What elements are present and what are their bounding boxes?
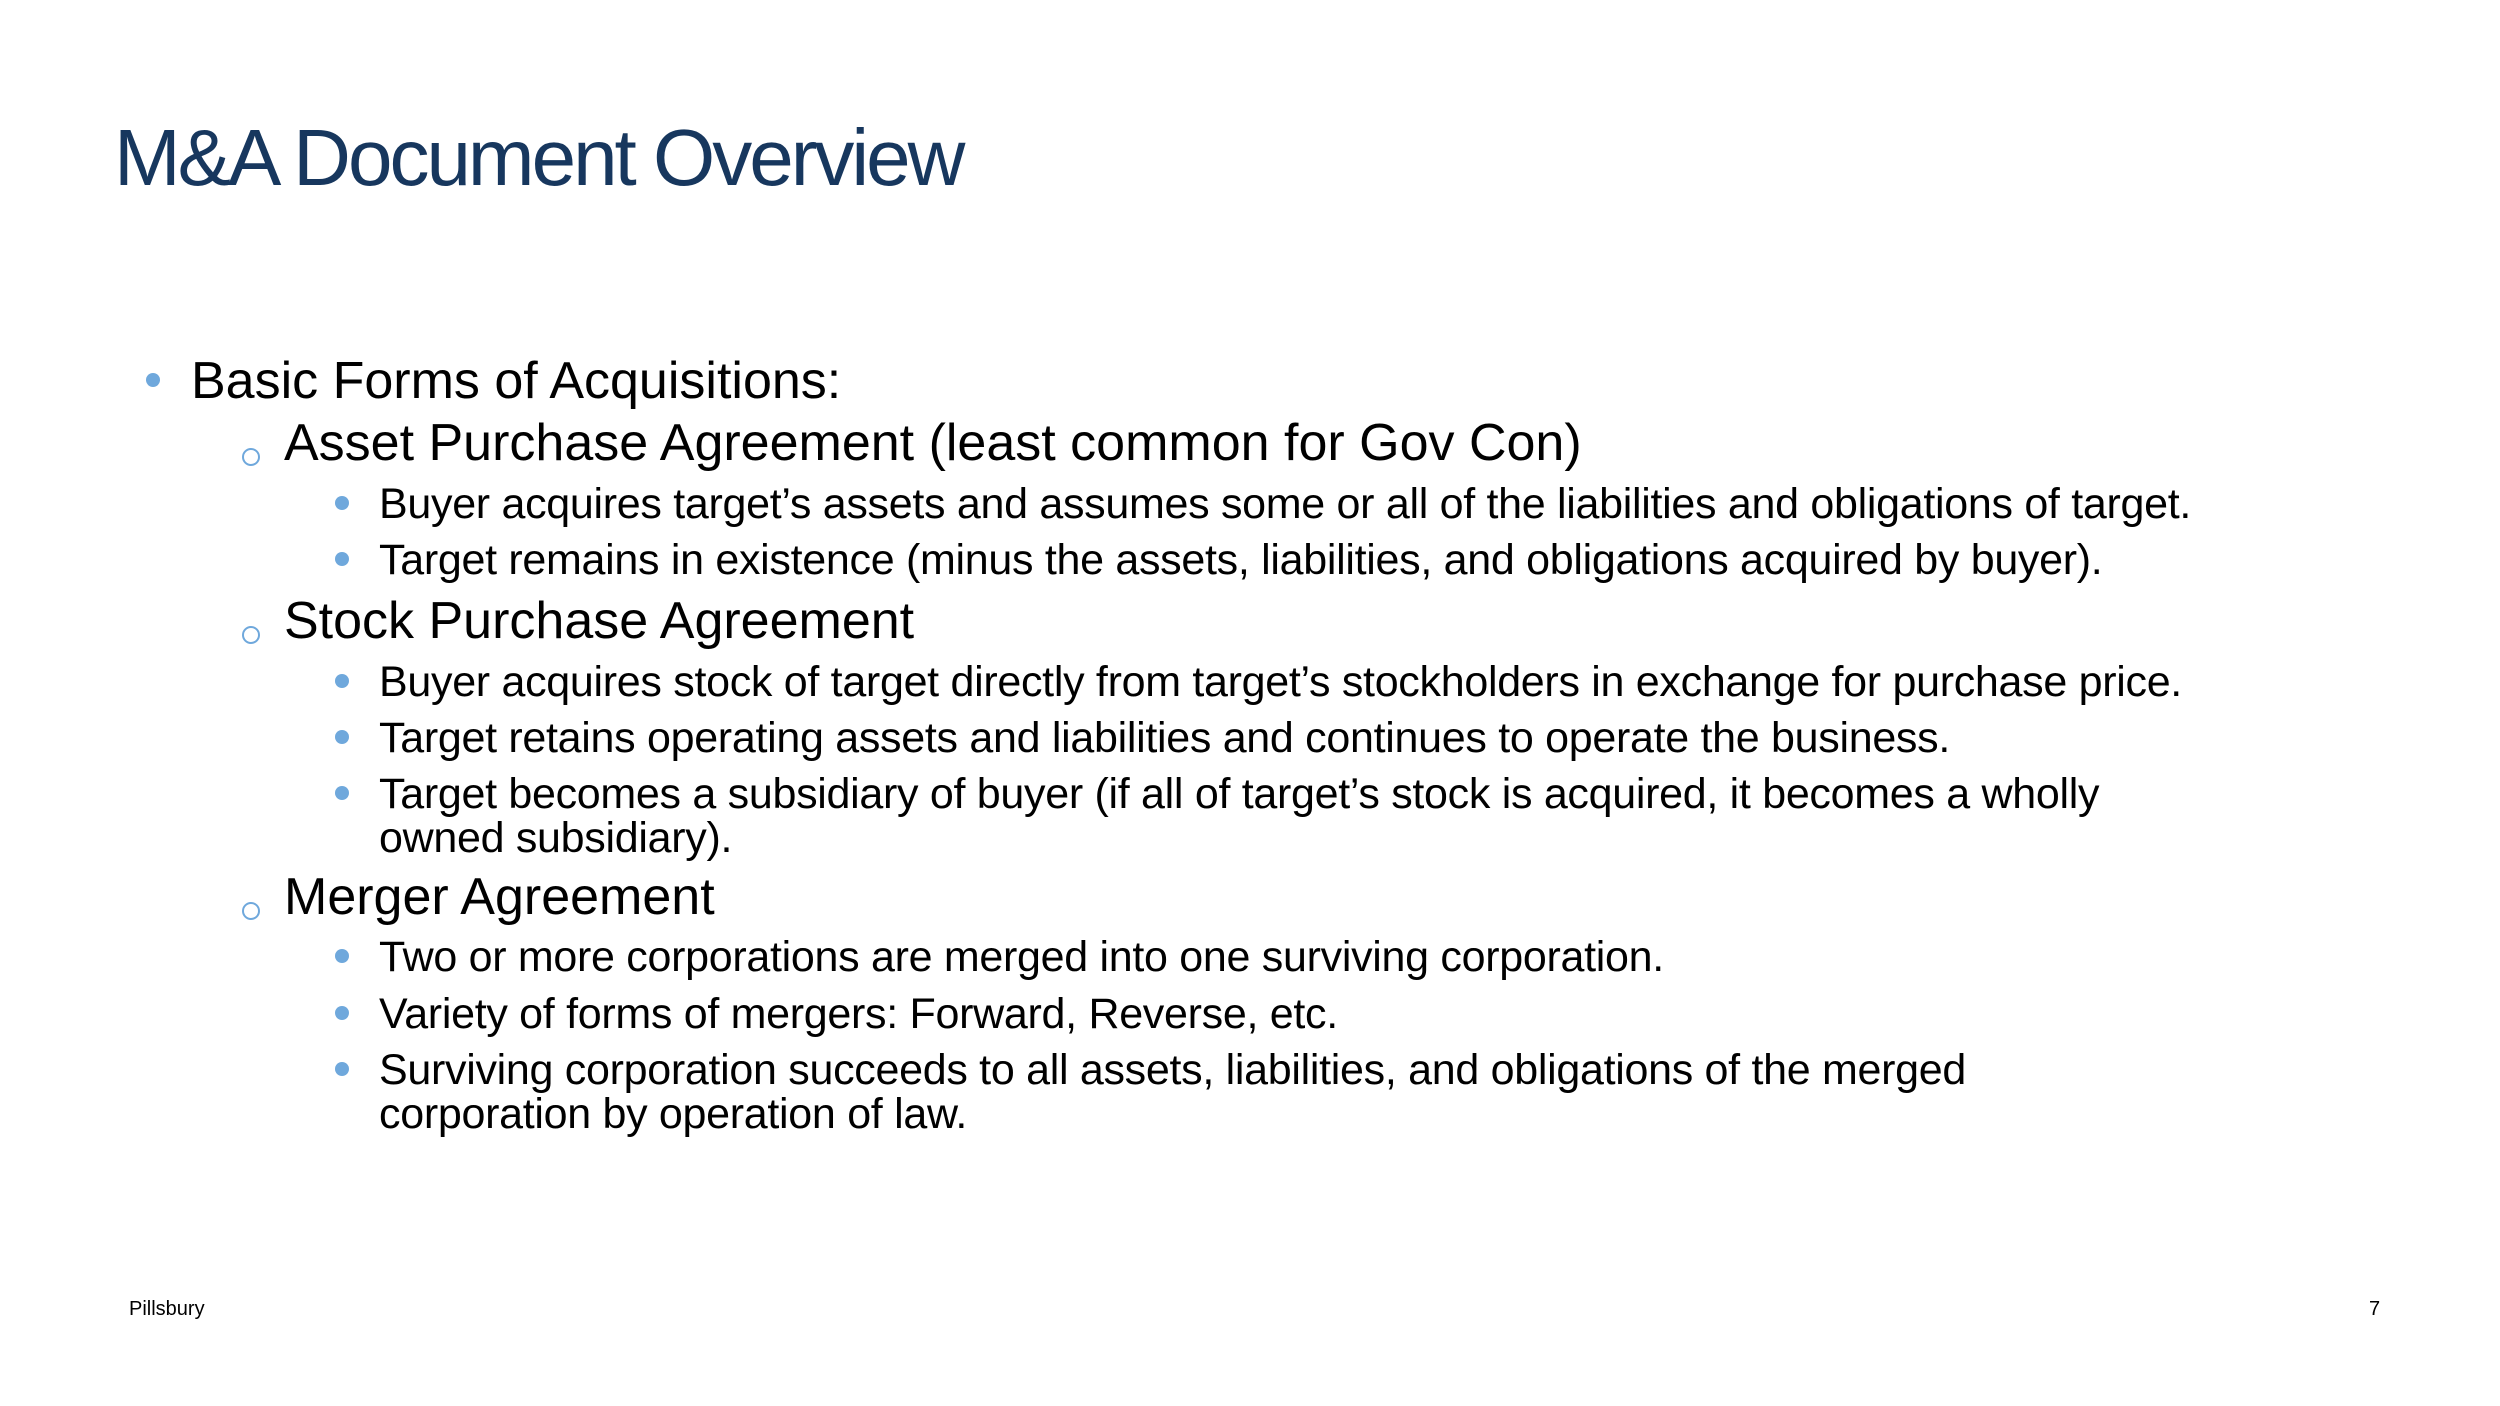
bullet-ring-icon [242, 902, 260, 920]
bullet-ring-icon [242, 448, 260, 466]
heading-stock-purchase: Stock Purchase Agreement [284, 592, 915, 650]
slide-title: M&A Document Overview [114, 113, 963, 202]
bullet-basic-forms: Basic Forms of Acquisitions: [191, 352, 842, 410]
bullet-dot-icon [335, 496, 349, 510]
bullet-dot-icon [335, 674, 349, 688]
apa-point-1: Buyer acquires target’s assets and assumes some or all of the liabilities and obligations of target. [379, 480, 2192, 528]
merger-point-3-line-1: Surviving corporation succeeds to all assets, liabilities, and obligations of the merged [379, 1046, 1966, 1094]
bullet-dot-icon [335, 730, 349, 744]
bullet-dot-icon [335, 786, 349, 800]
bullet-ring-icon [242, 626, 260, 644]
merger-point-3-line-2: corporation by operation of law. [379, 1090, 967, 1138]
footer-page-number: 7 [2369, 1298, 2381, 1320]
bullet-dot-icon [335, 1006, 349, 1020]
bullet-dot-icon [335, 552, 349, 566]
merger-point-2: Variety of forms of mergers: Forward, Reverse, etc. [379, 990, 1338, 1038]
heading-merger: Merger Agreement [284, 868, 715, 926]
apa-point-2: Target remains in existence (minus the assets, liabilities, and obligations acquired by buyer). [379, 536, 2103, 584]
bullet-dot-icon [146, 373, 160, 387]
bullet-dot-icon [335, 1062, 349, 1076]
bullet-dot-icon [335, 949, 349, 963]
spa-point-3-line-2: owned subsidiary). [379, 814, 733, 862]
spa-point-1: Buyer acquires stock of target directly from target’s stockholders in exchange for purchase price. [379, 658, 2182, 706]
spa-point-3-line-1: Target becomes a subsidiary of buyer (if all of target’s stock is acquired, it becomes a wholly [379, 770, 2100, 818]
merger-point-1: Two or more corporations are merged into one surviving corporation. [379, 933, 1664, 981]
heading-asset-purchase: Asset Purchase Agreement (least common for Gov Con) [284, 414, 1582, 472]
footer-company: Pillsbury [129, 1298, 205, 1320]
spa-point-2: Target retains operating assets and liabilities and continues to operate the business. [379, 714, 1950, 762]
